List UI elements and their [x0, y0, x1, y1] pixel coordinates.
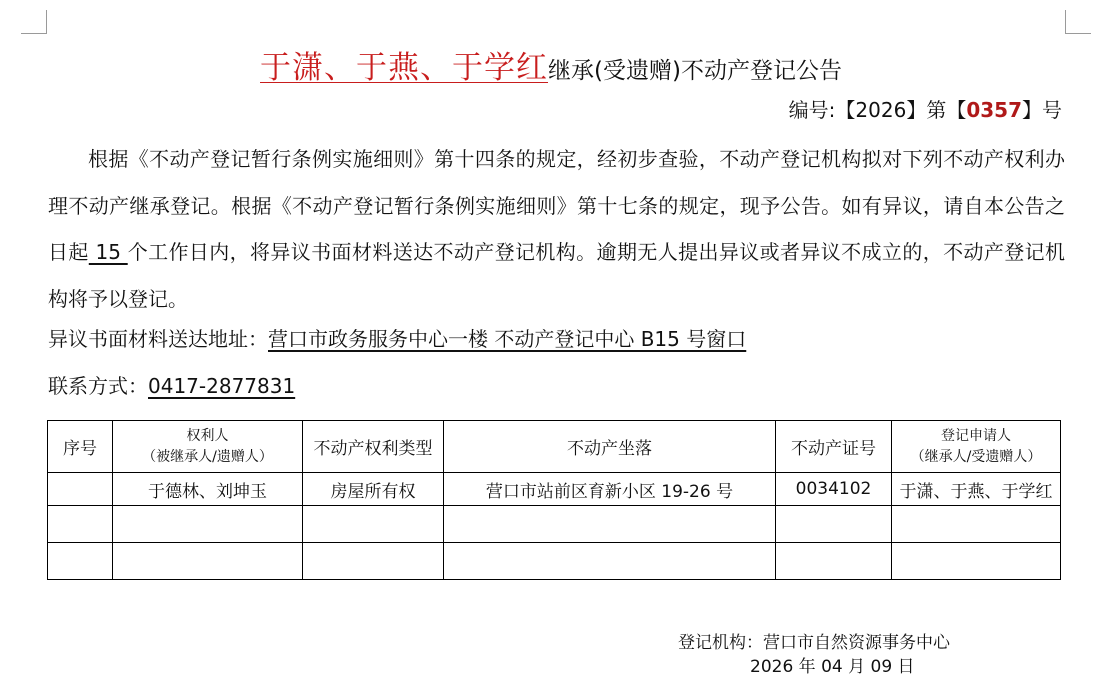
col-header-right-type: 不动产权利类型	[303, 421, 444, 473]
contact-line	[48, 370, 295, 399]
address-line	[48, 323, 746, 352]
announcement-body	[48, 136, 1065, 322]
announcement-date: 2026 年 04 月 09 日	[750, 657, 915, 677]
body-paragraph: 根据《不动产登记暂行条例实施细则》第十四条的规定，经初步查验，不动产登记机构拟对下列不动产权利办理不动产继承登记。根据《不动产登记暂行条例实施细则》第十七条的规定，现予公告。如有异议，请自本公告之日起 15 个工作日内，将异议书面材料送达不动产登记机构。逾期无人提出异议或者异议不成立的，不动产登记机构将予以登记。	[48, 147, 1066, 311]
address-value: 营口市政务服务中心一楼 不动产登记中心 B15 号窗口	[268, 327, 747, 351]
col-header-index: 序号	[48, 421, 113, 473]
table-row	[48, 543, 1061, 580]
doc-year: 2026	[855, 98, 907, 122]
table-row: 于德林、刘坤玉 房屋所有权 营口市站前区育新小区 19-26 号 0034102 于潇、于燕、于学红	[48, 473, 1061, 506]
registration-table	[47, 420, 1061, 580]
table-row	[48, 506, 1061, 543]
registration-agency: 登记机构：营口市自然资源事务中心	[678, 633, 950, 653]
col-header-certificate-no: 不动产证号	[776, 421, 892, 473]
objection-days: 15	[88, 240, 128, 264]
contact-phone: 0417-2877831	[148, 374, 296, 398]
col-header-rights-holder: 权利人 （被继承人/遗赠人）	[113, 421, 303, 473]
document-number: 编号:【2026】第【0357】号	[788, 98, 1062, 122]
doc-serial-number: 0357	[966, 98, 1022, 122]
table-header-row	[48, 421, 1061, 473]
announcement-title	[0, 42, 1102, 87]
col-header-applicant: 登记申请人 （继承人/受遗赠人）	[892, 421, 1061, 473]
col-header-location: 不动产坐落	[444, 421, 776, 473]
title-suffix: 继承(受遗赠)不动产登记公告	[548, 58, 842, 84]
title-names: 于潇、于燕、于学红	[260, 50, 549, 86]
address-label: 异议书面材料送达地址：	[48, 327, 268, 351]
contact-label: 联系方式：	[48, 374, 148, 398]
